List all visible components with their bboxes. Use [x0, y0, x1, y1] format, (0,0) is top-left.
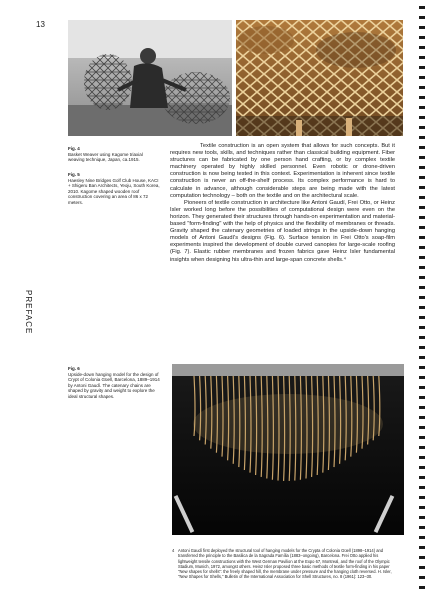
edge-mark	[419, 476, 425, 479]
edge-mark	[419, 506, 425, 509]
edge-mark	[419, 326, 425, 329]
edge-mark	[419, 126, 425, 129]
edge-mark	[419, 416, 425, 419]
edge-mark	[419, 286, 425, 289]
edge-mark	[419, 376, 425, 379]
edge-mark	[419, 576, 425, 579]
footnote-number: 4	[172, 548, 175, 553]
figure-caption-text: Haesley Nine Bridges Golf Club House, KACI + Shigeru Ban Architects, Yeoju, South Korea, 2010. Kagome shaped wooden roof construction covering an area of 86 x 72 meters.	[68, 177, 160, 205]
edge-mark	[419, 136, 425, 139]
edge-mark	[419, 296, 425, 299]
edge-mark	[419, 546, 425, 549]
edge-mark	[419, 306, 425, 309]
edge-mark	[419, 276, 425, 279]
edge-mark	[419, 406, 425, 409]
figure-label: Fig. 4	[68, 146, 80, 151]
edge-mark	[419, 336, 425, 339]
edge-mark	[419, 396, 425, 399]
edge-mark	[419, 226, 425, 229]
figure-caption-6	[68, 366, 160, 400]
edge-mark	[419, 156, 425, 159]
edge-mark	[419, 516, 425, 519]
edge-mark	[419, 496, 425, 499]
edge-mark	[419, 386, 425, 389]
hanging-model-photo	[172, 364, 404, 535]
edge-mark	[419, 56, 425, 59]
footnote-text: Antoni Gaudí first deployed the structural tool of hanging models for the Crypta of Colonia Güell (1898–1914) and transferred the principle to the Basilica de la Sagrada Família (1883–ongoing), Barcelona. Frei Otto applied his lightweight tensile constructions with the West German Pavilion at the Expo 67, Montreal, and the roof of the Olympic Stadium, Munich, 1972, amongst others. Heinz Isler proposed three basic methods of textile form-finding in his paper "New shapes for shells": the freely shaped hill, the membrane under pressure and the hanging cloth reversed. H. Isler, "New Shapes for Shells," Bulletin of the International Association for Shell Structures, no. 8 (1961): 123–30.	[178, 548, 392, 580]
edge-mark	[419, 166, 425, 169]
edge-mark	[419, 6, 425, 9]
hanging-chain-model-illustration	[172, 364, 404, 535]
edge-mark	[419, 26, 425, 29]
basket-weaver-illustration	[68, 20, 232, 136]
edge-mark	[419, 426, 425, 429]
edge-mark	[419, 366, 425, 369]
edge-mark	[419, 466, 425, 469]
edge-mark	[419, 106, 425, 109]
edge-mark	[419, 146, 425, 149]
edge-mark	[419, 116, 425, 119]
timber-grid-roof-illustration	[236, 20, 403, 136]
page-number: 13	[36, 20, 45, 29]
edge-mark	[419, 486, 425, 489]
figure-caption-text: Upside-down hanging model for the design of Crypt of Colonia Güell, Barcelona, 1889–1914 by Antoni Gaudí. The catenary chains are shaped by gravity and weight to explore the ideal structural shapes.	[68, 371, 160, 399]
edge-mark	[419, 196, 425, 199]
edge-mark	[419, 46, 425, 49]
golf-club-house-photo	[236, 20, 403, 136]
edge-mark	[419, 16, 425, 19]
edge-mark	[419, 36, 425, 39]
basket-weaver-photo	[68, 20, 232, 136]
edge-mark	[419, 456, 425, 459]
footnote	[172, 548, 398, 580]
edge-mark	[419, 216, 425, 219]
body-paragraph: Pioneers of textile construction in architecture like Antoni Gaudí, Frei Otto, or Heinz Isler worked long before the possibilities of computational design were even on the horizon. They generated their structures through hands-on experimentation and material-based "form-finding" with the help of physics and the flexibility of membranes or threads. Gravity shaped the catenary geometries of loaded strings in the upside-down hanging models of Antoni Gaudí's designs (Fig. 6). Surface tension in Frei Otto's soap-film experiments inspired the development of double curved canopies for large-scale roofing (Fig. 7). Elastic rubber membranes and frozen fabrics gave Heinz Isler fundamental insights when designing his ultra-thin and large-span concrete shells.⁴	[170, 199, 395, 263]
figure-caption-4	[68, 146, 160, 163]
edge-mark	[419, 96, 425, 99]
figure-caption-text: Basket Weaver using Kagome triaxial weaving technique, Japan, ca.1915.	[68, 151, 143, 163]
figure-label: Fig. 5	[68, 172, 80, 177]
edge-mark	[419, 316, 425, 319]
figure-label: Fig. 6	[68, 366, 80, 371]
edge-mark	[419, 206, 425, 209]
edge-mark	[419, 266, 425, 269]
edge-mark	[419, 186, 425, 189]
edge-mark	[419, 86, 425, 89]
edge-mark	[419, 256, 425, 259]
edge-mark	[419, 556, 425, 559]
body-text	[170, 143, 395, 264]
edge-mark	[419, 446, 425, 449]
edge-mark	[419, 536, 425, 539]
edge-mark	[419, 356, 425, 359]
edge-mark	[419, 526, 425, 529]
edge-mark	[419, 76, 425, 79]
edge-marks	[419, 0, 425, 600]
figure-caption-5	[68, 172, 160, 206]
edge-mark	[419, 246, 425, 249]
edge-mark	[419, 66, 425, 69]
edge-mark	[419, 176, 425, 179]
edge-mark	[419, 586, 425, 589]
body-paragraph: Textile construction is an open system that allows for such concepts. But it requires new tools, skills, and techniques rather than classical building equipment. Fiber structures can be fabricated by one person hand crafting, or by complex textile machinery operated by highly skilled personnel. Even robotic or drone-driven construction is now being tested in this context. Experimentation is inherent since textile construction is never an off-the-shelf process. Its complex performance is hard to calculate in advance, although considerable steps are being made with the latest computation technology – both on the textile and on the architectural scale.	[170, 143, 395, 199]
edge-mark	[419, 566, 425, 569]
edge-mark	[419, 236, 425, 239]
edge-mark	[419, 436, 425, 439]
edge-mark	[419, 346, 425, 349]
section-label: PREFACE	[24, 290, 33, 335]
